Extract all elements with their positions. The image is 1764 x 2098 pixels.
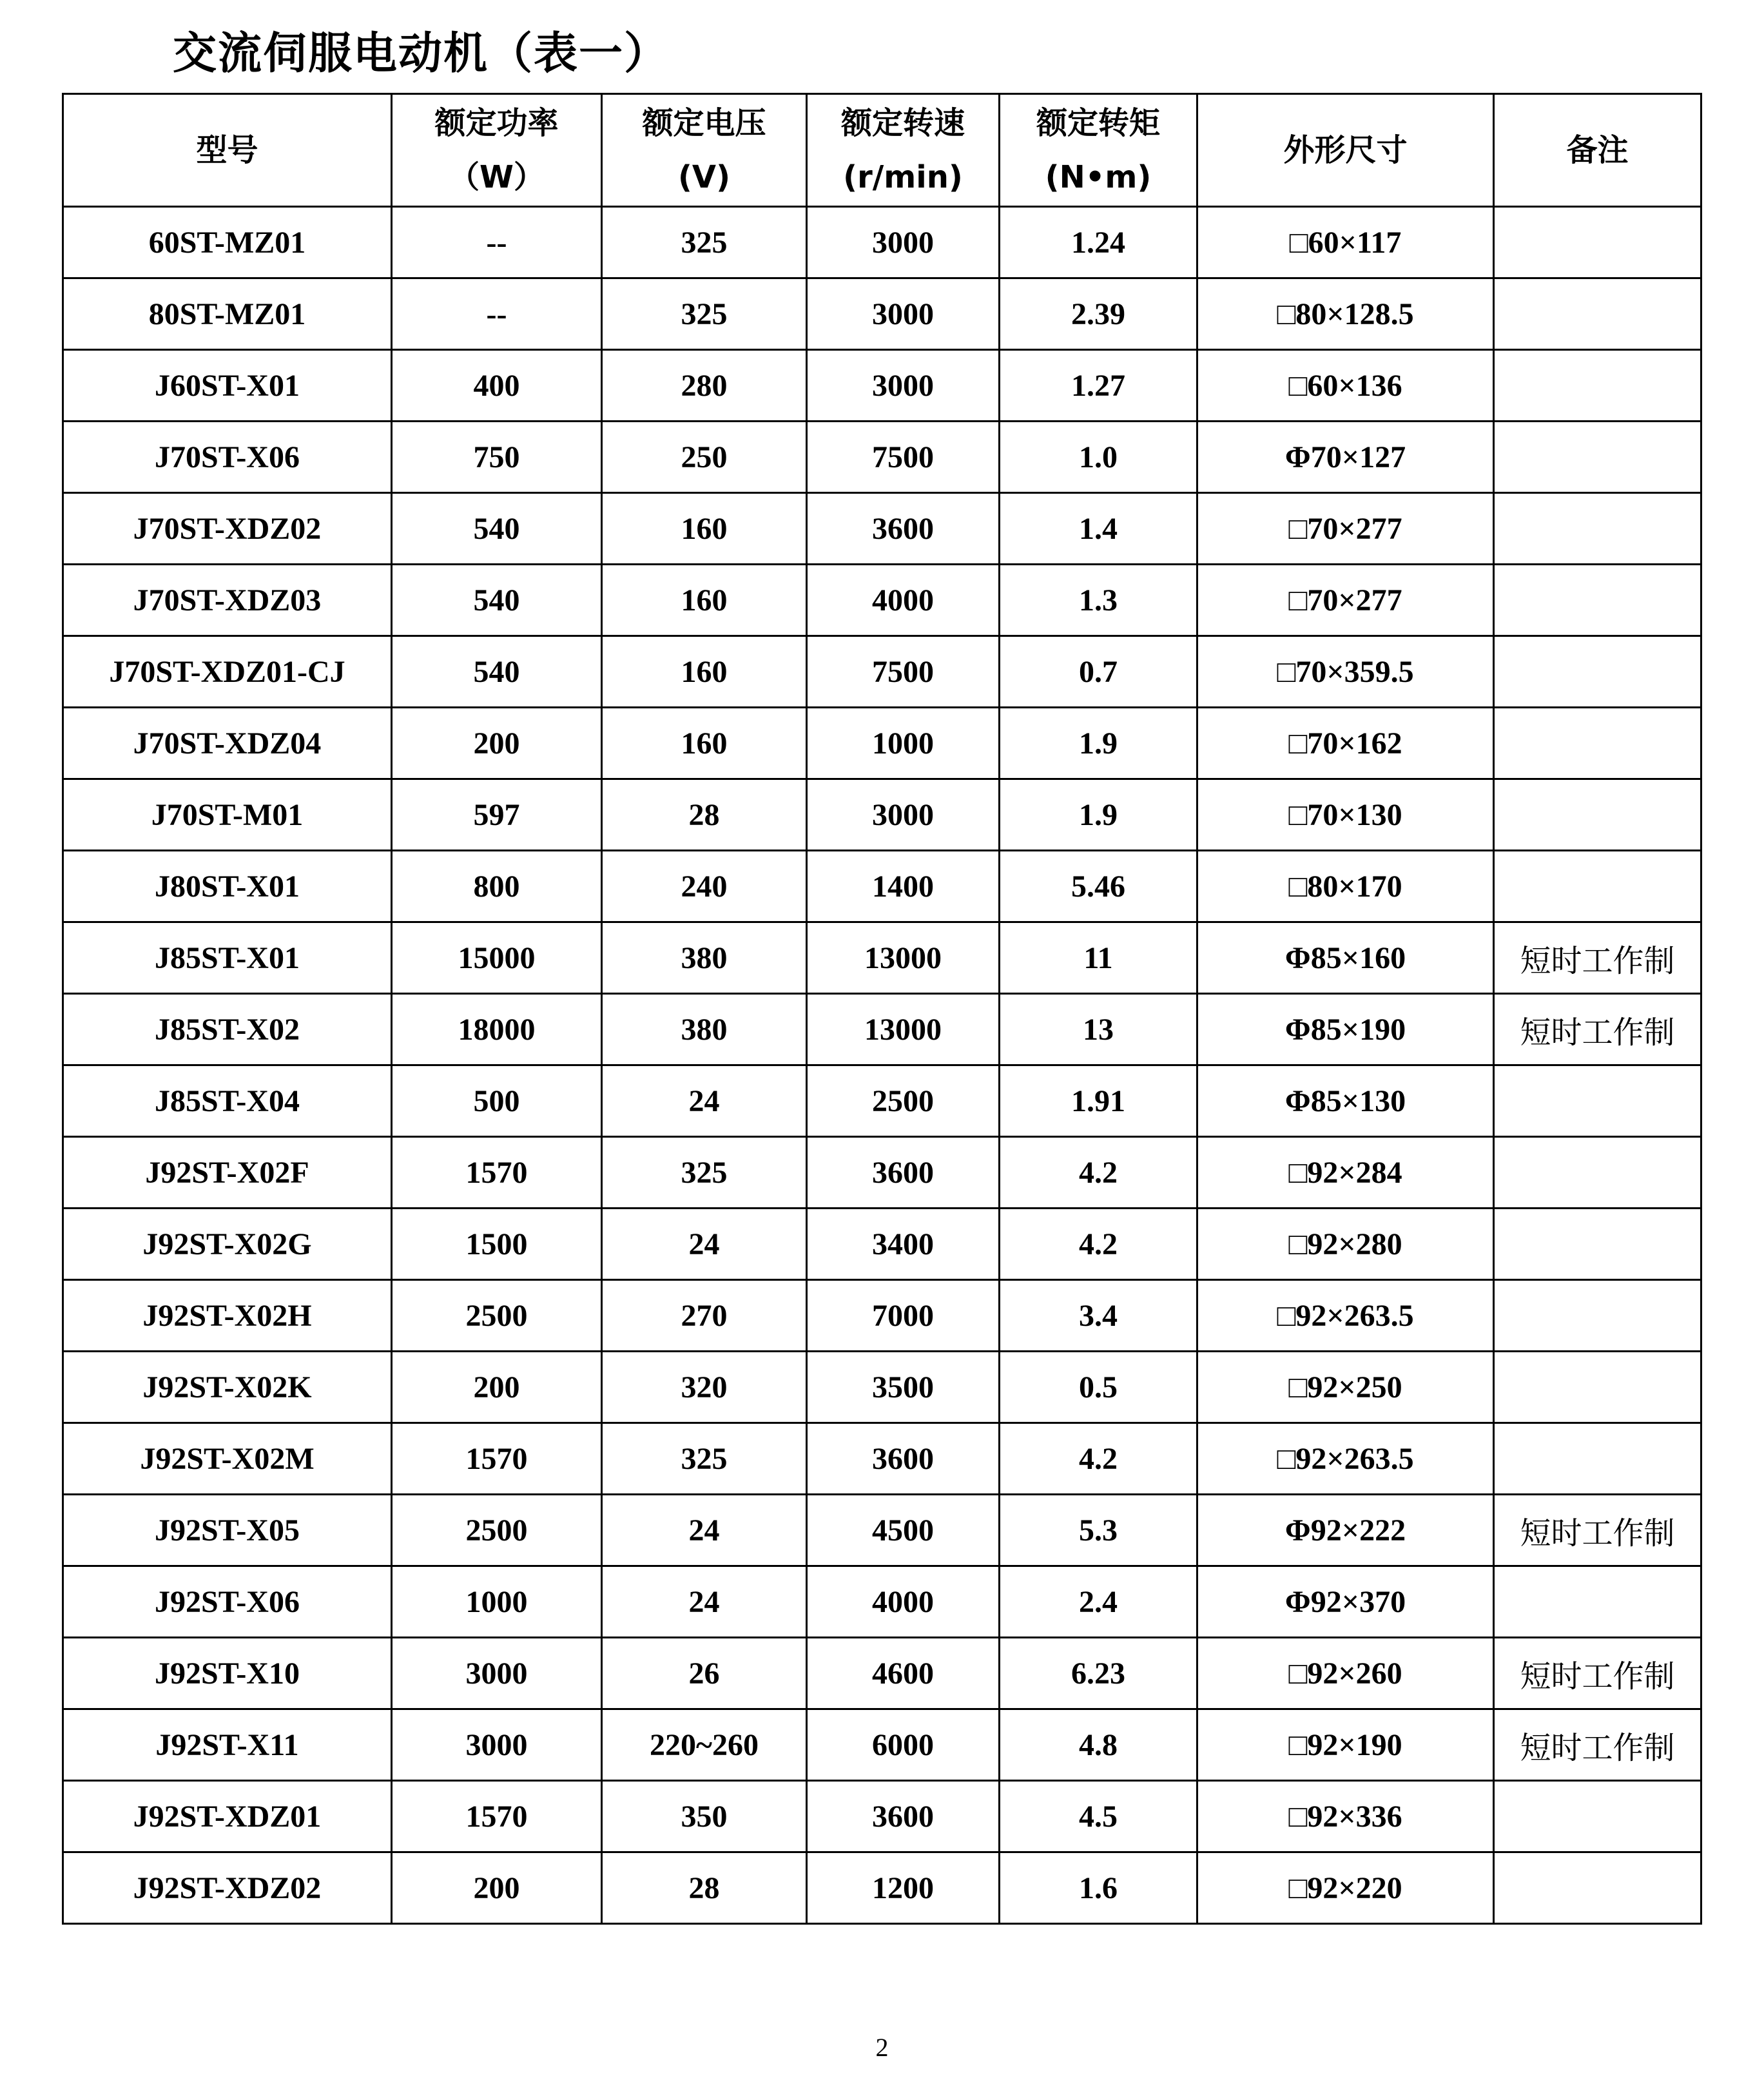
torque-cell: 1.27 xyxy=(1000,350,1197,422)
dimension-cell: Φ85×190 xyxy=(1197,994,1494,1065)
note-cell xyxy=(1494,636,1701,708)
voltage-cell: 325 xyxy=(602,1137,807,1209)
speed-cell: 3600 xyxy=(807,1137,1000,1209)
power-cell: 540 xyxy=(392,493,602,565)
header-remarks-line: 备注 xyxy=(1566,132,1629,168)
speed-cell: 1000 xyxy=(807,708,1000,779)
table-row xyxy=(63,779,1701,851)
voltage-cell: 160 xyxy=(602,636,807,708)
dimension-cell: □92×263.5 xyxy=(1197,1423,1494,1495)
model-cell: J92ST-XDZ02 xyxy=(63,1852,392,1924)
voltage-cell: 160 xyxy=(602,708,807,779)
table-row xyxy=(63,851,1701,922)
voltage-cell: 325 xyxy=(602,278,807,350)
dimension-cell: □60×117 xyxy=(1197,207,1494,278)
header-dimensions-line: 外形尺寸 xyxy=(1283,132,1408,168)
page-title: 交流伺服电动机（表一） xyxy=(173,28,670,79)
power-cell: 1570 xyxy=(392,1423,602,1495)
power-cell: 597 xyxy=(392,779,602,851)
table-row xyxy=(63,422,1701,493)
note-cell xyxy=(1494,565,1701,636)
note-cell xyxy=(1494,1566,1701,1638)
power-cell: 750 xyxy=(392,422,602,493)
table-row xyxy=(63,1566,1701,1638)
speed-cell: 13000 xyxy=(807,994,1000,1065)
speed-cell: 13000 xyxy=(807,922,1000,994)
dimension-cell: □92×220 xyxy=(1197,1852,1494,1924)
voltage-cell: 270 xyxy=(602,1280,807,1352)
dimension-cell: Φ85×130 xyxy=(1197,1065,1494,1137)
model-cell: J92ST-X02F xyxy=(63,1137,392,1209)
model-cell: J92ST-X02M xyxy=(63,1423,392,1495)
header-model xyxy=(63,94,392,207)
table-row xyxy=(63,1280,1701,1352)
power-cell: 1000 xyxy=(392,1566,602,1638)
torque-cell: 2.39 xyxy=(1000,278,1197,350)
speed-cell: 3500 xyxy=(807,1352,1000,1423)
motor-spec-table xyxy=(62,93,1702,1925)
table-row xyxy=(63,350,1701,422)
torque-cell: 1.3 xyxy=(1000,565,1197,636)
voltage-cell: 24 xyxy=(602,1209,807,1280)
model-cell: J92ST-X02K xyxy=(63,1352,392,1423)
header-rated-torque-line: (N•m) xyxy=(1045,159,1152,195)
voltage-cell: 28 xyxy=(602,779,807,851)
table-row xyxy=(63,922,1701,994)
torque-cell: 1.0 xyxy=(1000,422,1197,493)
table-row xyxy=(63,565,1701,636)
table-row xyxy=(63,708,1701,779)
table-row xyxy=(63,1709,1701,1781)
header-rated-power-line: （W） xyxy=(449,159,545,195)
speed-cell: 1200 xyxy=(807,1852,1000,1924)
header-rated-power-line: 额定功率 xyxy=(434,105,559,141)
model-cell: J70ST-M01 xyxy=(63,779,392,851)
power-cell: 200 xyxy=(392,708,602,779)
header-rated-torque-line: 额定转矩 xyxy=(1036,105,1160,141)
torque-cell: 4.2 xyxy=(1000,1209,1197,1280)
model-cell: J92ST-X05 xyxy=(63,1495,392,1566)
speed-cell: 4000 xyxy=(807,1566,1000,1638)
model-cell: J85ST-X02 xyxy=(63,994,392,1065)
power-cell: 15000 xyxy=(392,922,602,994)
voltage-cell: 220~260 xyxy=(602,1709,807,1781)
speed-cell: 3600 xyxy=(807,1423,1000,1495)
speed-cell: 4600 xyxy=(807,1638,1000,1709)
speed-cell: 7500 xyxy=(807,636,1000,708)
voltage-cell: 280 xyxy=(602,350,807,422)
model-cell: J85ST-X01 xyxy=(63,922,392,994)
dimension-cell: □92×190 xyxy=(1197,1709,1494,1781)
page-number: 2 xyxy=(875,2033,889,2062)
model-cell: J70ST-XDZ02 xyxy=(63,493,392,565)
speed-cell: 4000 xyxy=(807,565,1000,636)
power-cell: 540 xyxy=(392,565,602,636)
header-rated-voltage xyxy=(602,94,807,207)
table-row xyxy=(63,1781,1701,1852)
table-header xyxy=(63,94,1701,207)
power-cell: 200 xyxy=(392,1352,602,1423)
note-cell xyxy=(1494,1137,1701,1209)
power-cell: 3000 xyxy=(392,1709,602,1781)
table-row xyxy=(63,1209,1701,1280)
model-cell: J80ST-X01 xyxy=(63,851,392,922)
speed-cell: 3400 xyxy=(807,1209,1000,1280)
speed-cell: 3000 xyxy=(807,278,1000,350)
torque-cell: 4.5 xyxy=(1000,1781,1197,1852)
speed-cell: 3000 xyxy=(807,207,1000,278)
torque-cell: 1.6 xyxy=(1000,1852,1197,1924)
table-row xyxy=(63,1638,1701,1709)
dimension-cell: □92×250 xyxy=(1197,1352,1494,1423)
note-cell xyxy=(1494,1423,1701,1495)
note-cell xyxy=(1494,278,1701,350)
dimension-cell: □70×162 xyxy=(1197,708,1494,779)
note-cell xyxy=(1494,493,1701,565)
header-rated-power xyxy=(392,94,602,207)
torque-cell: 1.9 xyxy=(1000,779,1197,851)
power-cell: 540 xyxy=(392,636,602,708)
voltage-cell: 24 xyxy=(602,1065,807,1137)
note-cell xyxy=(1494,207,1701,278)
torque-cell: 0.5 xyxy=(1000,1352,1197,1423)
dimension-cell: Φ92×370 xyxy=(1197,1566,1494,1638)
note-cell: 短时工作制 xyxy=(1494,922,1701,994)
model-cell: J92ST-X02G xyxy=(63,1209,392,1280)
dimension-cell: □92×284 xyxy=(1197,1137,1494,1209)
torque-cell: 3.4 xyxy=(1000,1280,1197,1352)
model-cell: J85ST-X04 xyxy=(63,1065,392,1137)
note-cell xyxy=(1494,1781,1701,1852)
dimension-cell: □80×170 xyxy=(1197,851,1494,922)
speed-cell: 6000 xyxy=(807,1709,1000,1781)
power-cell: -- xyxy=(392,278,602,350)
torque-cell: 4.2 xyxy=(1000,1137,1197,1209)
model-cell: J70ST-XDZ03 xyxy=(63,565,392,636)
torque-cell: 6.23 xyxy=(1000,1638,1197,1709)
dimension-cell: □92×260 xyxy=(1197,1638,1494,1709)
power-cell: 18000 xyxy=(392,994,602,1065)
torque-cell: 13 xyxy=(1000,994,1197,1065)
torque-cell: 1.91 xyxy=(1000,1065,1197,1137)
dimension-cell: Φ70×127 xyxy=(1197,422,1494,493)
voltage-cell: 380 xyxy=(602,994,807,1065)
torque-cell: 0.7 xyxy=(1000,636,1197,708)
voltage-cell: 325 xyxy=(602,1423,807,1495)
note-cell: 短时工作制 xyxy=(1494,1709,1701,1781)
note-cell: 短时工作制 xyxy=(1494,1638,1701,1709)
note-cell xyxy=(1494,851,1701,922)
header-remarks xyxy=(1494,94,1701,207)
power-cell: 1500 xyxy=(392,1209,602,1280)
torque-cell: 5.46 xyxy=(1000,851,1197,922)
model-cell: J60ST-X01 xyxy=(63,350,392,422)
table-body xyxy=(63,207,1701,1924)
note-cell: 短时工作制 xyxy=(1494,994,1701,1065)
table-row xyxy=(63,207,1701,278)
table-row xyxy=(63,994,1701,1065)
model-cell: J92ST-XDZ01 xyxy=(63,1781,392,1852)
note-cell xyxy=(1494,708,1701,779)
table-row xyxy=(63,1495,1701,1566)
voltage-cell: 240 xyxy=(602,851,807,922)
dimension-cell: □70×130 xyxy=(1197,779,1494,851)
speed-cell: 3600 xyxy=(807,1781,1000,1852)
model-cell: J70ST-XDZ01-CJ xyxy=(63,636,392,708)
torque-cell: 11 xyxy=(1000,922,1197,994)
header-row xyxy=(63,94,1701,207)
dimension-cell: Φ85×160 xyxy=(1197,922,1494,994)
header-rated-speed-line: (r/min) xyxy=(843,159,963,195)
table-row xyxy=(63,1065,1701,1137)
voltage-cell: 160 xyxy=(602,493,807,565)
table-row xyxy=(63,1352,1701,1423)
model-cell: 60ST-MZ01 xyxy=(63,207,392,278)
model-cell: J70ST-XDZ04 xyxy=(63,708,392,779)
voltage-cell: 160 xyxy=(602,565,807,636)
torque-cell: 1.9 xyxy=(1000,708,1197,779)
voltage-cell: 380 xyxy=(602,922,807,994)
voltage-cell: 350 xyxy=(602,1781,807,1852)
model-cell: J70ST-X06 xyxy=(63,422,392,493)
model-cell: J92ST-X02H xyxy=(63,1280,392,1352)
header-dimensions xyxy=(1197,94,1494,207)
speed-cell: 3600 xyxy=(807,493,1000,565)
dimension-cell: □80×128.5 xyxy=(1197,278,1494,350)
power-cell: 800 xyxy=(392,851,602,922)
voltage-cell: 325 xyxy=(602,207,807,278)
dimension-cell: Φ92×222 xyxy=(1197,1495,1494,1566)
speed-cell: 7000 xyxy=(807,1280,1000,1352)
speed-cell: 1400 xyxy=(807,851,1000,922)
voltage-cell: 320 xyxy=(602,1352,807,1423)
model-cell: J92ST-X06 xyxy=(63,1566,392,1638)
power-cell: -- xyxy=(392,207,602,278)
torque-cell: 2.4 xyxy=(1000,1566,1197,1638)
header-rated-speed-line: 额定转速 xyxy=(840,105,965,141)
model-cell: J92ST-X10 xyxy=(63,1638,392,1709)
voltage-cell: 24 xyxy=(602,1566,807,1638)
power-cell: 1570 xyxy=(392,1781,602,1852)
table-row xyxy=(63,278,1701,350)
dimension-cell: □92×336 xyxy=(1197,1781,1494,1852)
voltage-cell: 26 xyxy=(602,1638,807,1709)
note-cell xyxy=(1494,1280,1701,1352)
speed-cell: 3000 xyxy=(807,350,1000,422)
speed-cell: 7500 xyxy=(807,422,1000,493)
power-cell: 500 xyxy=(392,1065,602,1137)
table-row xyxy=(63,493,1701,565)
header-rated-voltage-line: (V) xyxy=(677,159,731,195)
power-cell: 3000 xyxy=(392,1638,602,1709)
dimension-cell: □70×277 xyxy=(1197,565,1494,636)
note-cell xyxy=(1494,1852,1701,1924)
model-cell: J92ST-X11 xyxy=(63,1709,392,1781)
model-cell: 80ST-MZ01 xyxy=(63,278,392,350)
table-row xyxy=(63,1423,1701,1495)
speed-cell: 4500 xyxy=(807,1495,1000,1566)
power-cell: 400 xyxy=(392,350,602,422)
power-cell: 1570 xyxy=(392,1137,602,1209)
dimension-cell: □92×263.5 xyxy=(1197,1280,1494,1352)
header-rated-voltage-line: 额定电压 xyxy=(642,105,766,141)
header-model-line: 型号 xyxy=(196,132,258,168)
header-rated-speed xyxy=(807,94,1000,207)
voltage-cell: 250 xyxy=(602,422,807,493)
speed-cell: 3000 xyxy=(807,779,1000,851)
power-cell: 2500 xyxy=(392,1495,602,1566)
torque-cell: 1.24 xyxy=(1000,207,1197,278)
power-cell: 200 xyxy=(392,1852,602,1924)
note-cell xyxy=(1494,422,1701,493)
table-row xyxy=(63,636,1701,708)
torque-cell: 1.4 xyxy=(1000,493,1197,565)
table-row xyxy=(63,1137,1701,1209)
table-row xyxy=(63,1852,1701,1924)
note-cell xyxy=(1494,1065,1701,1137)
header-rated-torque xyxy=(1000,94,1197,207)
note-cell xyxy=(1494,779,1701,851)
torque-cell: 5.3 xyxy=(1000,1495,1197,1566)
dimension-cell: □70×359.5 xyxy=(1197,636,1494,708)
voltage-cell: 28 xyxy=(602,1852,807,1924)
dimension-cell: □60×136 xyxy=(1197,350,1494,422)
speed-cell: 2500 xyxy=(807,1065,1000,1137)
power-cell: 2500 xyxy=(392,1280,602,1352)
note-cell xyxy=(1494,1209,1701,1280)
note-cell xyxy=(1494,350,1701,422)
note-cell: 短时工作制 xyxy=(1494,1495,1701,1566)
note-cell xyxy=(1494,1352,1701,1423)
dimension-cell: □92×280 xyxy=(1197,1209,1494,1280)
torque-cell: 4.8 xyxy=(1000,1709,1197,1781)
dimension-cell: □70×277 xyxy=(1197,493,1494,565)
voltage-cell: 24 xyxy=(602,1495,807,1566)
torque-cell: 4.2 xyxy=(1000,1423,1197,1495)
